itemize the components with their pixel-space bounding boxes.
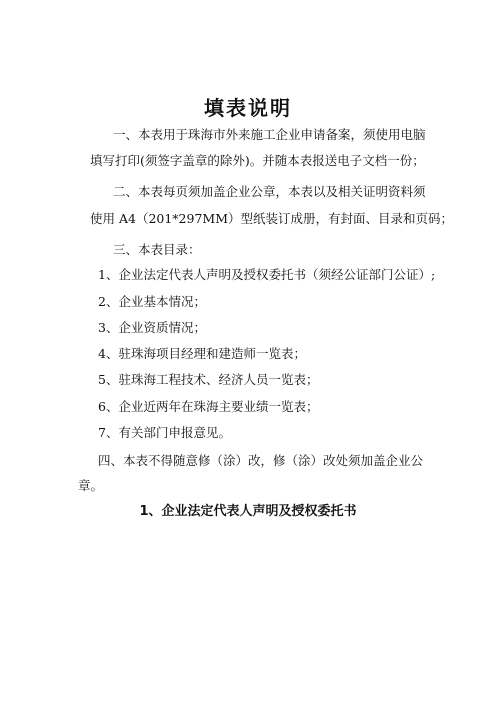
toc-item-4: 4、驻珠海项目经理和建造师一览表； bbox=[98, 346, 306, 361]
toc-item-3: 3、企业资质情况； bbox=[98, 320, 206, 335]
toc-item-5: 5、驻珠海工程技术、经济人员一览表； bbox=[98, 372, 319, 387]
instruction-line-7: 章。 bbox=[78, 478, 104, 493]
instruction-line-5: 三、本表目录： bbox=[113, 242, 201, 257]
instruction-line-1: 一、本表用于珠海市外来施工企业申请备案，须使用电脑 bbox=[113, 127, 426, 142]
toc-item-6: 6、企业近两年在珠海主要业绩一览表； bbox=[98, 399, 319, 414]
instruction-line-4: 使用 A4（201*297MM）型纸装订成册，有封面、目录和页码； bbox=[90, 211, 454, 226]
instruction-line-6: 四、本表不得随意修（涂）改，修（涂）改处须加盖企业公 bbox=[98, 453, 424, 468]
section-heading: 1、企业法定代表人声明及授权委托书 bbox=[139, 504, 357, 519]
document-title: 填表说明 bbox=[204, 96, 292, 120]
toc-item-7: 7、有关部门申报意见。 bbox=[98, 425, 231, 440]
toc-item-2: 2、企业基本情况； bbox=[98, 294, 206, 309]
instruction-line-3: 二、本表每页须加盖企业公章，本表以及相关证明资料须 bbox=[113, 184, 426, 199]
instruction-line-2: 填写打印(须签字盖章的除外)。并随本表报送电子文档一份； bbox=[90, 153, 425, 168]
toc-item-1: 1、企业法定代表人声明及授权委托书（须经公证部门公证）; bbox=[98, 267, 436, 282]
